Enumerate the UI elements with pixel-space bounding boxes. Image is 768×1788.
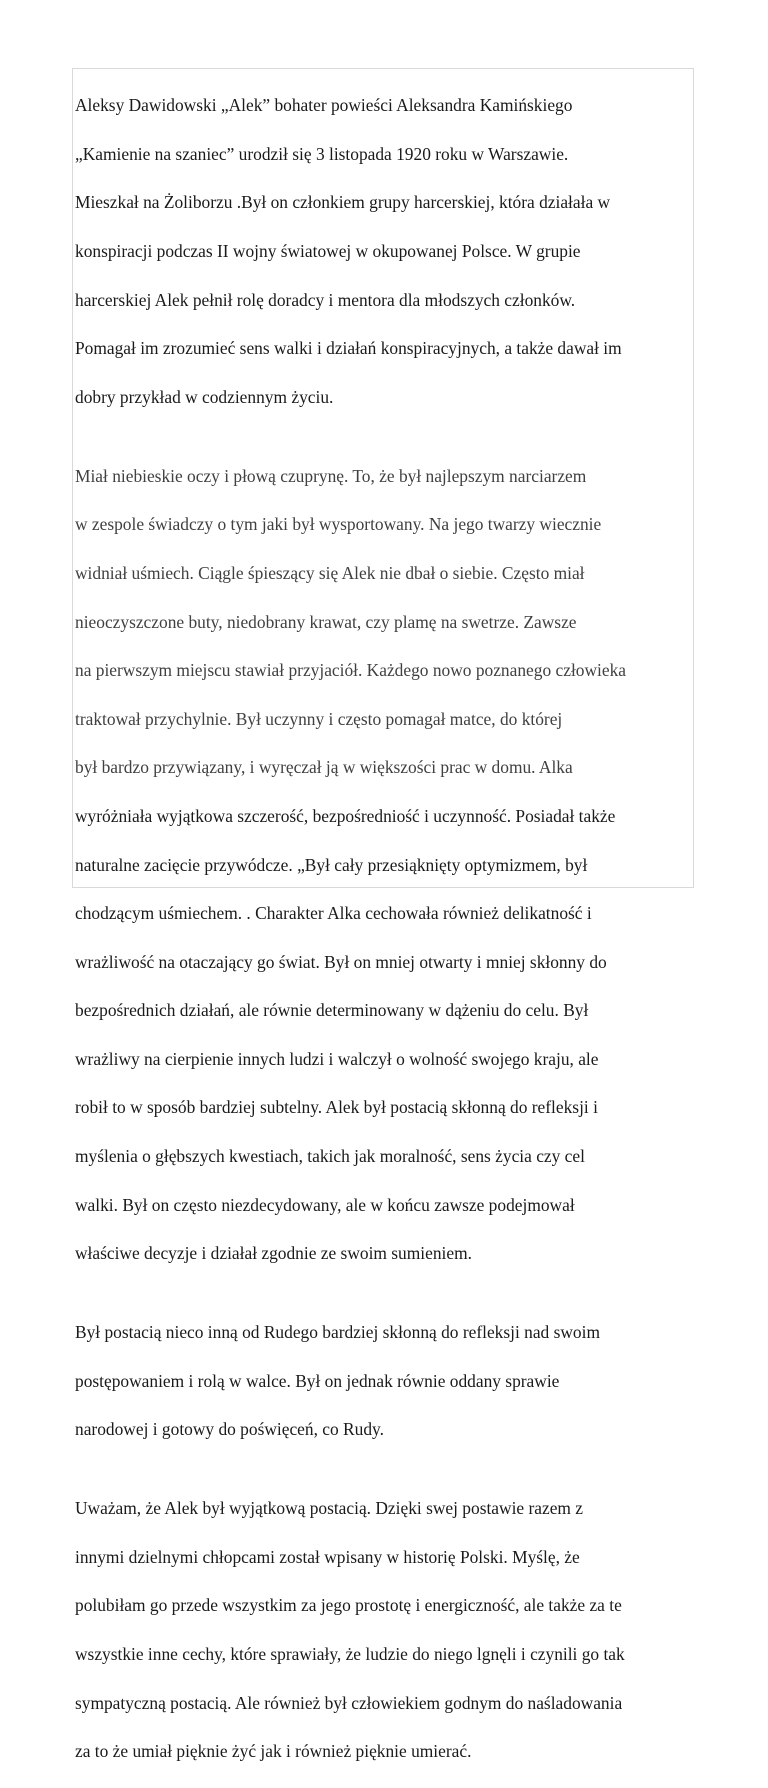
text-line: konspiracji podczas II wojny światowej w okupowanej Polsce. W grupie [75,241,581,262]
text-line: Pomagał im zrozumieć sens walki i działań konspiracyjnych, a także dawał im [75,338,622,359]
text-line: myślenia o głębszych kwestiach, takich jak moralność, sens życia czy cel [75,1146,585,1167]
text-line: Uważam, że Alek był wyjątkową postacią. Dzięki swej postawie razem z [75,1498,584,1519]
text-line: był bardzo przywiązany, i wyręczał ją w większości prac w domu. Alka [75,757,573,778]
text-line: chodzącym uśmiechem. . Charakter Alka cechowała również delikatność i [75,903,592,924]
paragraph-introduction [75,69,691,433]
text-line: widniał uśmiech. Ciągle śpieszący się Alek nie dbał o siebie. Często miał [75,562,585,583]
text-line: narodowej i gotowy do poświęceń, co Rudy. [75,1419,384,1440]
text-line: za to że umiał pięknie żyć jak i również pięknie umierać. [75,1741,472,1762]
text-line: Był postacią nieco inną od Rudego bardziej skłonną do refleksji nad swoim [75,1322,600,1343]
text-line: nieoczyszczone buty, niedobrany krawat, czy plamę na swetrze. Zawsze [75,611,577,632]
paragraph-description [75,439,691,1289]
text-line: bezpośrednich działań, ale równie determinowany w dążeniu do celu. Był [75,1000,589,1021]
text-line: innymi dzielnymi chłopcami został wpisany w historię Polski. Myślę, że [75,1546,580,1567]
text-line: Mieszkał na Żoliborzu .Był on członkiem grupy harcerskiej, która działała w [75,192,611,213]
text-line: wrażliwy na cierpienie innych ludzi i walczył o wolność swojego kraju, ale [75,1048,599,1069]
text-line: walki. Był on często niezdecydowany, ale w końcu zawsze podejmował [75,1194,575,1215]
paragraph-comparison [75,1296,691,1466]
text-line: wszystkie inne cechy, które sprawiały, że ludzie do niego lgnęli i czynili go tak [75,1644,625,1664]
text-line: polubiłam go przede wszystkim za jego prostotę i energiczność, ale także za te [75,1595,622,1616]
text-line: „Kamienie na szaniec” urodził się 3 listopada 1920 roku w Warszawie. [75,143,569,164]
text-line: właściwe decyzje i działał zgodnie ze swoim sumieniem. [75,1243,472,1264]
text-line: traktował przychylnie. Był uczynny i często pomagał matce, do której [75,708,563,729]
text-line: harcerskiej Alek pełnił rolę doradcy i mentora dla młodszych członków. [75,289,576,310]
text-line: w zespole świadczy o tym jaki był wysportowany. Na jego twarzy wiecznie [75,514,602,535]
text-line: Aleksy Dawidowski „Alek” bohater powieści Aleksandra Kamińskiego [75,95,573,116]
text-line: Miał niebieskie oczy i płową czuprynę. To, że był najlepszym narciarzem [75,465,587,486]
text-line: dobry przykład w codziennym życiu. [75,386,334,407]
text-line: wrażliwość na otaczający go świat. Był on mniej otwarty i mniej skłonny do [75,951,607,972]
document-page [72,68,694,1762]
text-line: robił to w sposób bardziej subtelny. Alek był postacią skłonną do refleksji i [75,1097,598,1118]
paragraph-conclusion [75,1472,691,1788]
text-line: wyróżniała wyjątkowa szczerość, bezpośredniość i uczynność. Posiadał także [75,805,616,826]
text-line: naturalne zacięcie przywódcze. „Był cały przesiąknięty optymizmem, był [75,854,588,875]
text-line: na pierwszym miejscu stawiał przyjaciół. Każdego nowo poznanego człowieka [75,660,626,681]
text-line: sympatyczną postacią. Ale również był człowiekiem godnym do naśladowania [75,1692,623,1713]
text-line: postępowaniem i rolą w walce. Był on jednak równie oddany sprawie [75,1370,560,1391]
